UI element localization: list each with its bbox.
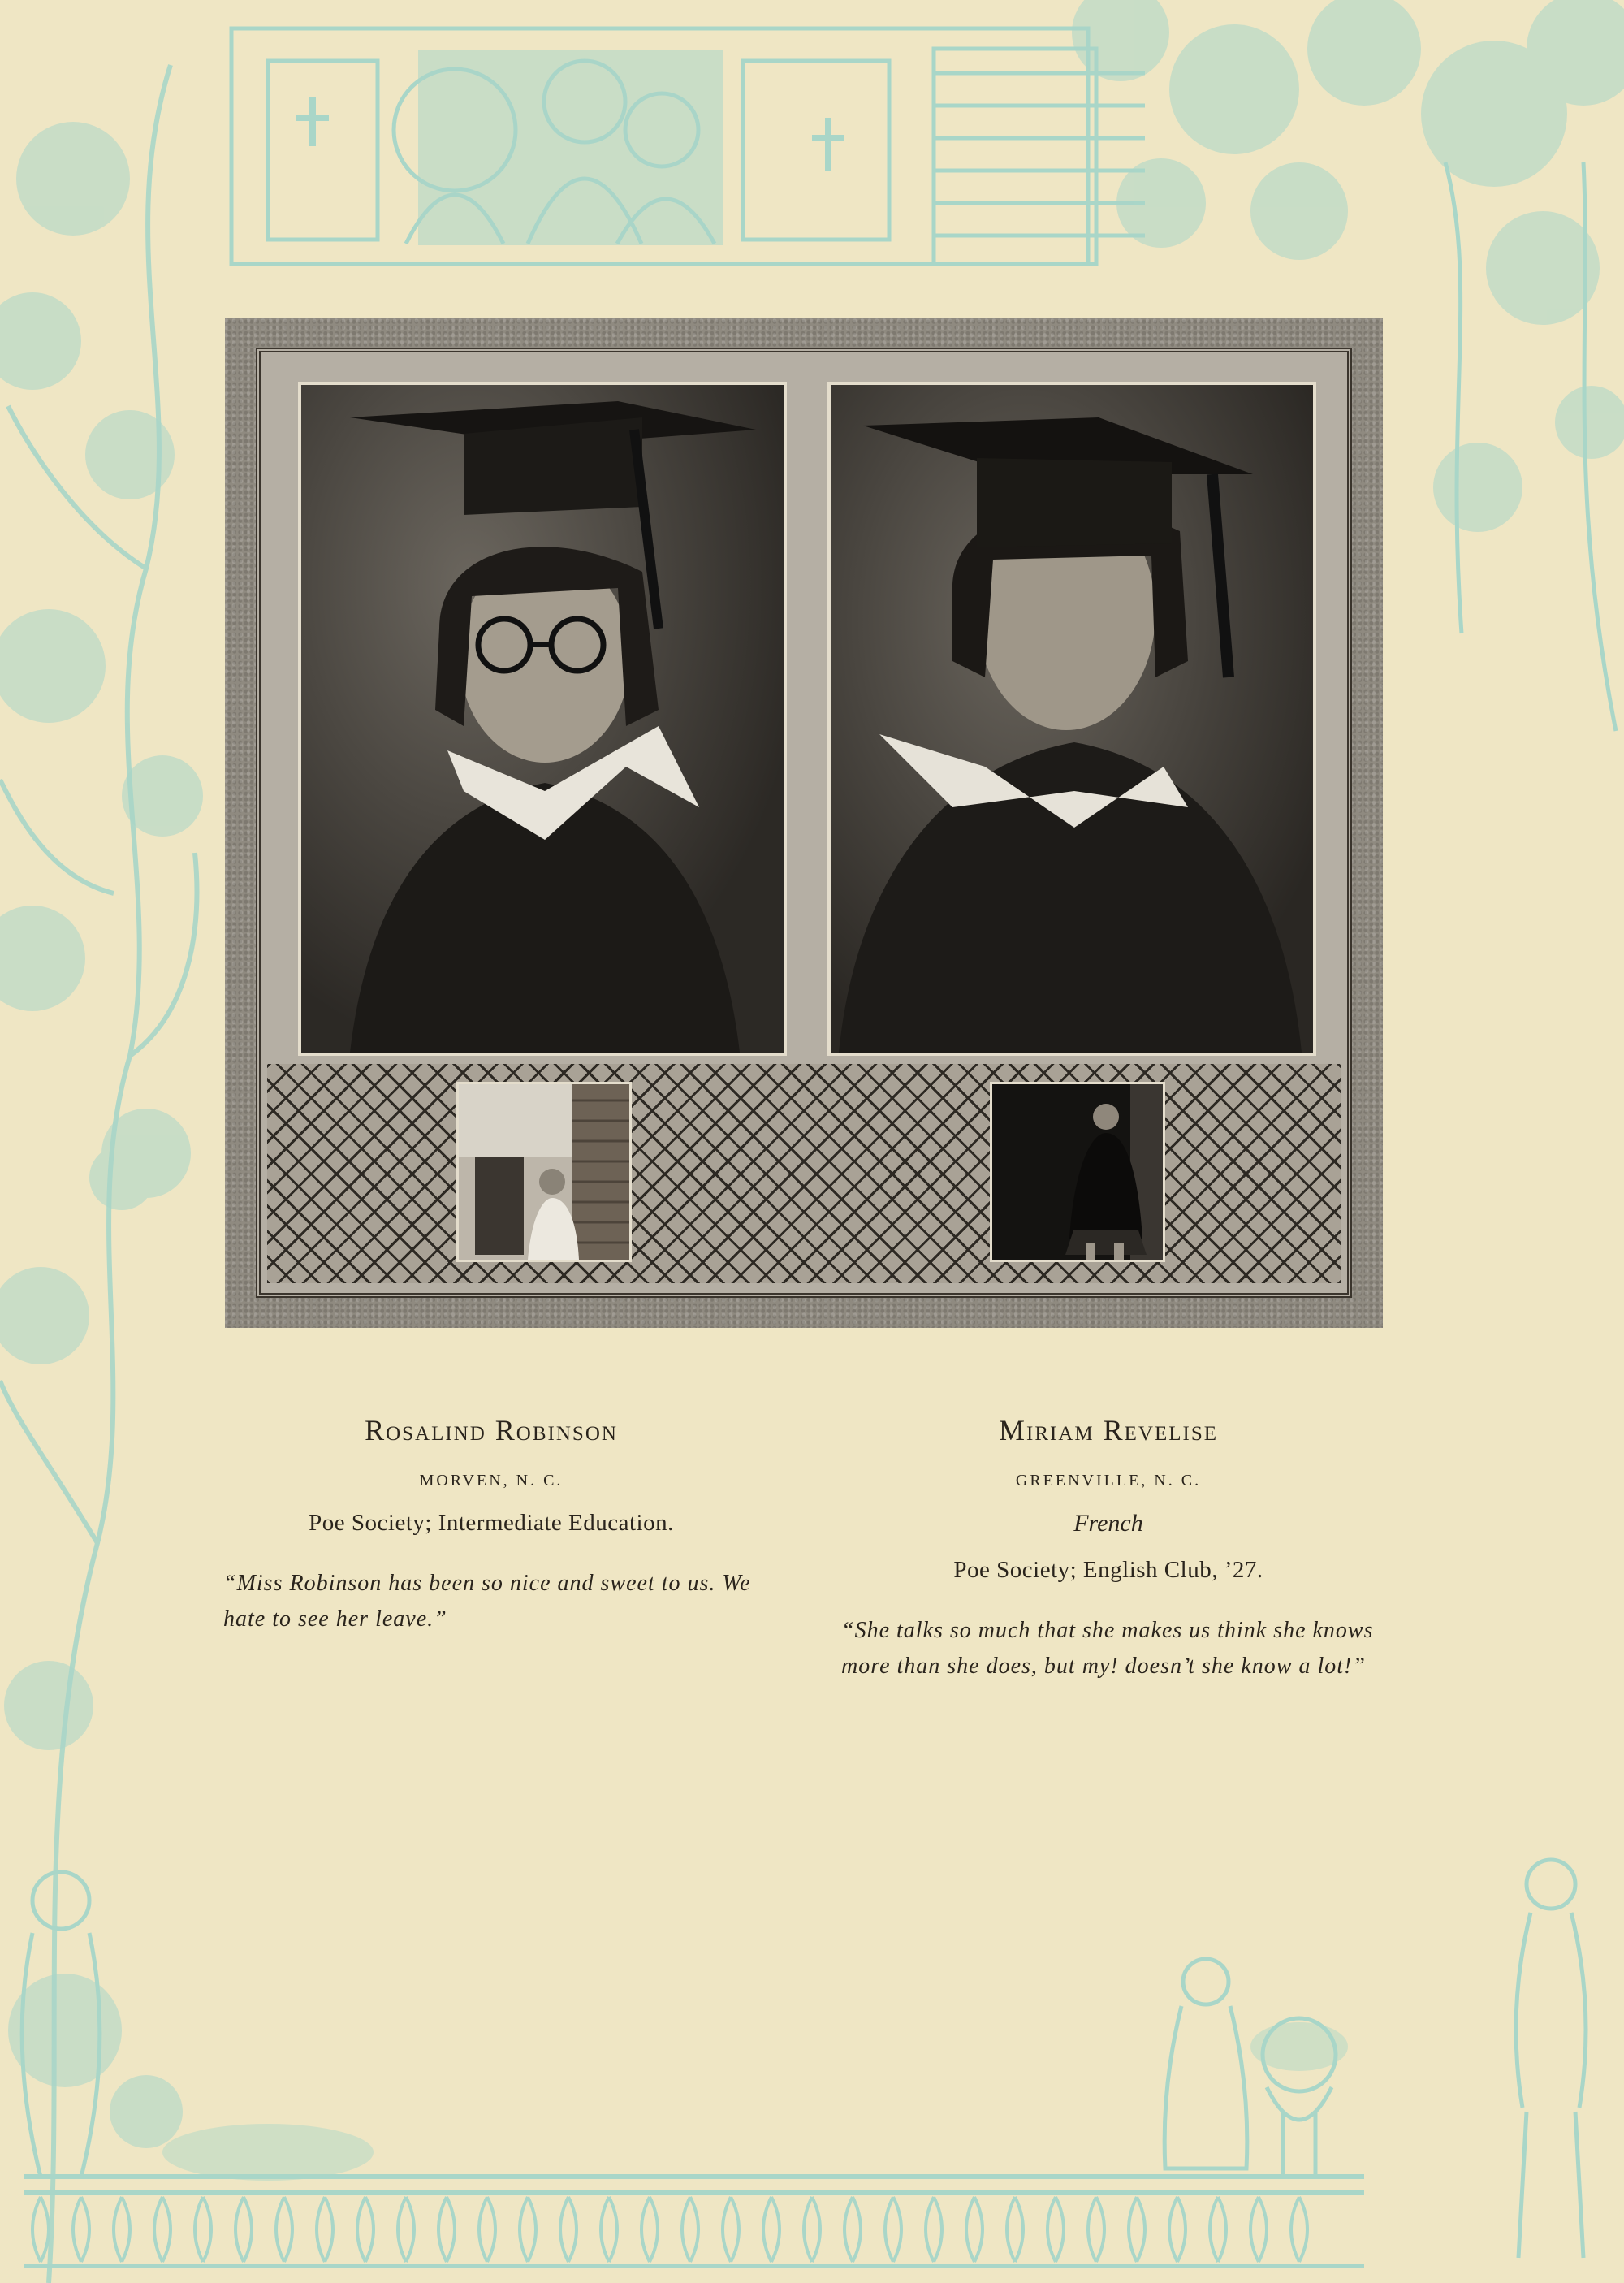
snapshot-illustration: [459, 1084, 629, 1260]
portrait-rosalind-robinson: [298, 382, 787, 1056]
snapshot-miriam-revelise: [990, 1082, 1165, 1262]
student-entry-rosalind-robinson: [203, 1413, 780, 1637]
student-quote: “Miss Robinson has been so nice and sweet to us. We hate to see her leave.”: [223, 1571, 751, 1632]
snapshot-illustration: [992, 1084, 1163, 1260]
student-activities: Poe Society; English Club, ’27.: [953, 1557, 1263, 1583]
photo-panel: [225, 318, 1383, 1328]
lattice-pattern-strip: [267, 1064, 1341, 1283]
student-entry-miriam-revelise: [820, 1413, 1397, 1684]
student-hometown: MORVEN, N. C.: [419, 1472, 564, 1490]
student-quote: “She talks so much that she makes us think she knows more than she does, but my! doesn’t she know a lot!”: [841, 1618, 1374, 1679]
student-name: Rosalind Robinson: [365, 1414, 618, 1446]
student-hometown: GREENVILLE, N. C.: [1015, 1472, 1202, 1490]
graduate-portrait-illustration: [831, 385, 1313, 1053]
student-field: French: [1073, 1510, 1143, 1537]
snapshot-rosalind-robinson: [456, 1082, 632, 1262]
student-name: Miriam Revelise: [999, 1414, 1218, 1446]
student-activities: Poe Society; Intermediate Education.: [309, 1510, 674, 1536]
portrait-miriam-revelise: [827, 382, 1316, 1056]
graduate-portrait-illustration: [301, 385, 784, 1053]
